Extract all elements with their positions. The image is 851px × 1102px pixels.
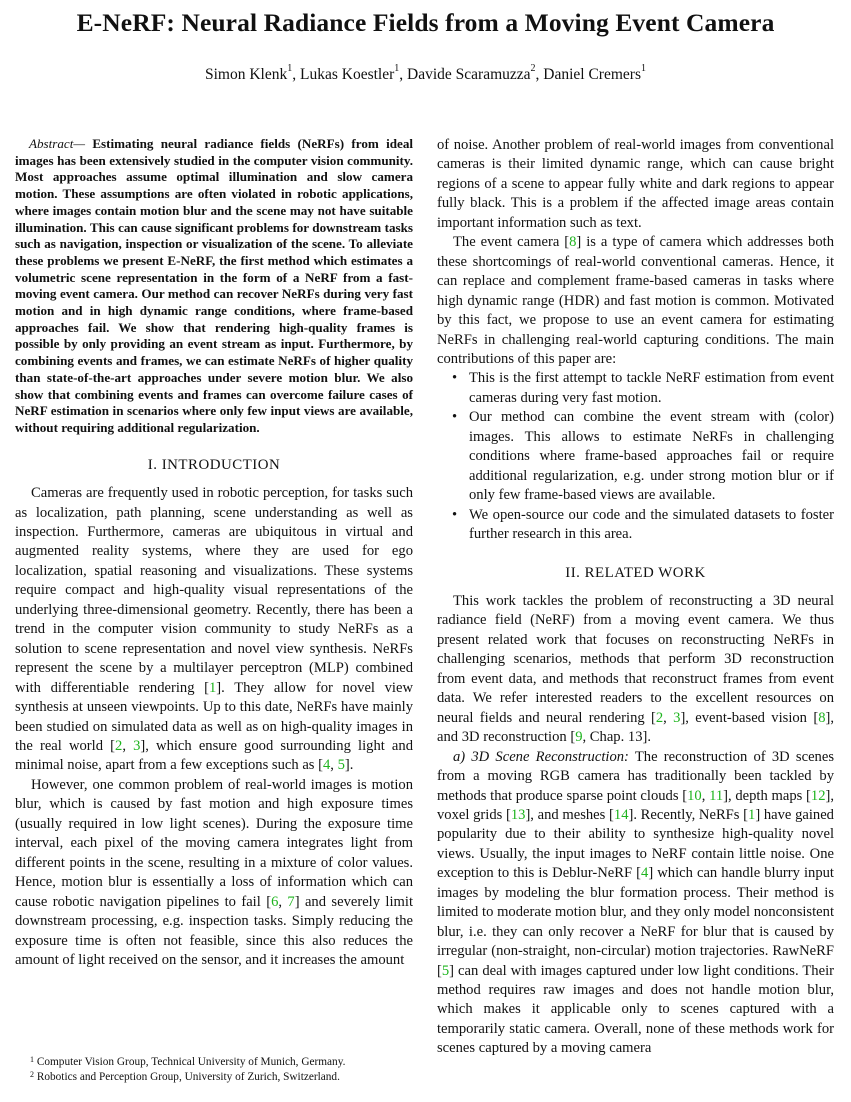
right-column — [437, 136, 834, 1059]
author-name: Lukas Koestler — [300, 66, 395, 83]
text-run: ] which can handle blurry input images by modeling the blur formation process. Their method is limited to moderate motion blur, and they only model nonconsistent blur, i.e. they can only recover a NeRF for blur that is caused by irregular (non-straight, non-circular) motion trajectories. RawNeRF [ — [437, 865, 834, 979]
author-list — [0, 63, 851, 84]
text-run: , — [663, 709, 674, 726]
author-separator: , — [399, 66, 408, 83]
footnote-text: Robotics and Perception Group, University of Zurich, Switzerland. — [34, 1070, 340, 1083]
left-column — [15, 136, 413, 970]
footnote — [30, 1055, 430, 1070]
citation-link[interactable]: 11 — [709, 787, 724, 804]
text-run: ], which ensure good surrounding light and minimal noise, apart from a few exceptions such as [ — [15, 738, 413, 774]
list-item: • This is the first attempt to tackle NeRF estimation from event cameras during very fast motion. — [437, 369, 834, 408]
paragraph — [437, 136, 834, 233]
text-run: ] and severely limit downstream processing, e.g. inspection tasks. Simply reducing the exposure time is often not feasible, since this also reduces the amount of light received on the sensor, and it increases the amount — [15, 893, 414, 968]
author-separator: , — [535, 66, 544, 83]
list-item: • Our method can combine the event stream with (color) images. This allows to estimate NeRFs in challenging conditions where frame-based approaches fail or require additional regularization, e.g. under strong motion blur or if only few frame-based views are available. — [437, 408, 834, 505]
citation-link[interactable]: 8 — [569, 234, 577, 251]
text-run: The event camera [ — [453, 234, 570, 251]
footnote — [30, 1070, 430, 1085]
citation-link[interactable]: 1 — [209, 679, 217, 696]
text-run: , — [278, 893, 288, 910]
affiliation-marker: 1 — [640, 63, 646, 74]
text-run: ] is a type of camera which addresses both these shortcomings of real-world conventional cameras. Hence, it can replace and complement frame-based cameras in tasks where high dynamic range (HDR) and fast motion is common. Motivated by this fact, we propose to use an event camera for estimating NeRFs in challenging real-world capturing conditions. The main contributions of this paper are: — [437, 234, 835, 367]
contributions-list — [437, 369, 834, 544]
paragraph — [437, 748, 834, 1059]
citation-link[interactable]: 3 — [133, 738, 141, 754]
citation-link[interactable]: 1 — [748, 806, 756, 823]
citation-link[interactable]: 13 — [510, 806, 526, 823]
citation-link[interactable]: 5 — [337, 757, 345, 774]
paragraph-body — [437, 749, 834, 1057]
text-run: ]. — [344, 757, 354, 774]
subsection-heading: a) 3D Scene Reconstruction: — [453, 748, 629, 765]
paragraph — [15, 776, 413, 971]
citation-link[interactable]: 5 — [441, 962, 450, 979]
text-run: ], and meshes [ — [525, 806, 614, 823]
author-name: Simon Klenk — [205, 66, 288, 83]
footnote-marker: 1 — [30, 1055, 34, 1064]
citation-link[interactable]: 3 — [673, 709, 681, 726]
abstract-label: Abstract— — [29, 136, 86, 151]
abstract — [15, 136, 413, 437]
affiliation-marker: 1 — [394, 63, 400, 74]
text-run: ] have gained popularity due to their ability to synthesize high-quality novel views. Usually, the input images to NeRF contain little noise. One exception to this is Deblur-NeRF [ — [437, 806, 834, 882]
text-run: , — [122, 738, 134, 754]
section-heading-related-work: II. RELATED WORK — [565, 564, 706, 581]
abstract-text: Estimating neural radiance fields (NeRFs) from ideal images has been extensively studied in the computer vision community. Most approaches assume optimal illumination and slow camera motion. These assumptions are often violated in robotic applications, where images contain motion blur and the scene may not have suitable illumination. This can cause significant problems for downstream tasks such as navigation, inspection or visualization of the scene. To alleviate these problems we present E-NeRF, the first method which estimates a volumetric scene representation in the form of a NeRF from a fast-moving event camera. Our method can recover NeRFs during very fast motion and in high dynamic range conditions, where frame-based approaches fail. We show that rendering high-quality frames is possible by only providing an event stream as input. Furthermore, by combining events and frames, we can estimate NeRFs of higher quality than state-of-the-art approaches under severe motion blur. We also show that combining events and frames can overcome failure cases of NeRF estimation in scenarios where only few input views are available, without requiring additional regularization. — [15, 136, 413, 435]
footnote-marker: 2 — [30, 1069, 34, 1079]
citation-link[interactable]: 2 — [655, 709, 664, 726]
section-heading-introduction: I. INTRODUCTION — [147, 456, 281, 473]
citation-link[interactable]: 7 — [287, 893, 295, 910]
text-run: ], event-based vision [ — [680, 709, 819, 726]
paragraph — [15, 484, 413, 776]
citation-link[interactable]: 9 — [575, 729, 583, 746]
citation-link[interactable]: 10 — [687, 787, 702, 804]
affiliation-marker: 2 — [530, 63, 536, 74]
citation-link[interactable]: 14 — [613, 806, 629, 823]
text-run: ], voxel grids [ — [437, 787, 834, 823]
paragraph — [437, 592, 834, 748]
text-run: ] can deal with images captured under low light conditions. Their method requires raw images and does not handle motion blur, which makes it applicable only to scenes captured with a temporarily static camera. Overall, none of these methods work for scenes captured by a moving camera — [437, 962, 834, 1057]
text-run: However, one common problem of real-world images is motion blur, which is caused by fast motion and high exposure times (usually required in low light scenes). During the exposure time interval, each pixel of the moving camera integrates light from different points in the scene, resulting in a mixture of color values. Hence, motion blur is essentially a loss of information which can cause robotic navigation pipelines to fail [ — [15, 776, 413, 910]
text-run: of noise. Another problem of real-world images from conventional cameras is their limited dynamic range, which can cause bright regions of a scene to appear fully white and dark regions to appear fully black. This is a problem if the affected image areas contain important information such as text. — [437, 137, 834, 231]
paragraph — [437, 233, 834, 369]
text-run: , — [330, 757, 338, 774]
list-item: • We open-source our code and the simulated datasets to foster further research in this area. — [437, 506, 834, 545]
citation-link[interactable]: 2 — [115, 738, 123, 754]
citation-link[interactable]: 4 — [323, 757, 331, 774]
citation-link[interactable]: 12 — [810, 787, 826, 804]
text-run: ]. Recently, NeRFs [ — [628, 806, 749, 823]
footnote-text: Computer Vision Group, Technical University of Munich, Germany. — [34, 1056, 346, 1068]
text-run: The reconstruction of 3D scenes from a moving RGB camera has traditionally been tackled by methods that produce sparse point clouds [ — [437, 748, 834, 804]
text-run: ], and 3D reconstruction [ — [437, 709, 834, 746]
citation-link[interactable]: 6 — [271, 893, 279, 910]
citation-link[interactable]: 4 — [641, 865, 649, 882]
text-run: ], depth maps [ — [723, 787, 811, 804]
text-run: ]. They allow for novel view synthesis at unseen viewpoints. Up to this date, NeRFs have mainly been studied on simulated data as well as on high-quality images in the real world [ — [15, 679, 413, 754]
author-name: Davide Scaramuzza — [407, 66, 531, 83]
author-name: Daniel Cremers — [543, 66, 641, 83]
footnotes — [30, 1055, 430, 1084]
paper-title: E-NeRF: Neural Radiance Fields from a Moving Event Camera — [76, 8, 775, 37]
affiliation-marker: 1 — [287, 63, 293, 74]
text-run: , — [701, 787, 710, 804]
text-run: This work tackles the problem of reconstructing a 3D neural radiance field (NeRF) from a moving event camera. We thus present related work that focuses on reconstructing NeRFs in challenging scenarios, methods that perform 3D reconstruction from event data, and methods that reconstruct frames from event data. We refer interested readers to the excellent resources on neural fields and neural rendering [ — [437, 592, 834, 726]
author-separator: , — [292, 66, 300, 83]
text-run: , Chap. 13]. — [582, 729, 652, 746]
citation-link[interactable]: 8 — [818, 709, 826, 726]
text-run: Cameras are frequently used in robotic perception, for tasks such as localization, path planning, scene understanding as well as inspection. Furthermore, cameras are ubiquitous in virtual and augmented reality systems, where they are used for ego localization, spatial reasoning and visualizations. These systems require compact and high-quality visual representations of the underlying three-dimensional geometry. Recently, there has been a trend in the computer vision community to study NeRFs as a solution to scene representation and novel view synthesis. NeRFs represent the scene by a multilayer perceptron (MLP) combined with differentiable rendering [ — [15, 485, 413, 696]
